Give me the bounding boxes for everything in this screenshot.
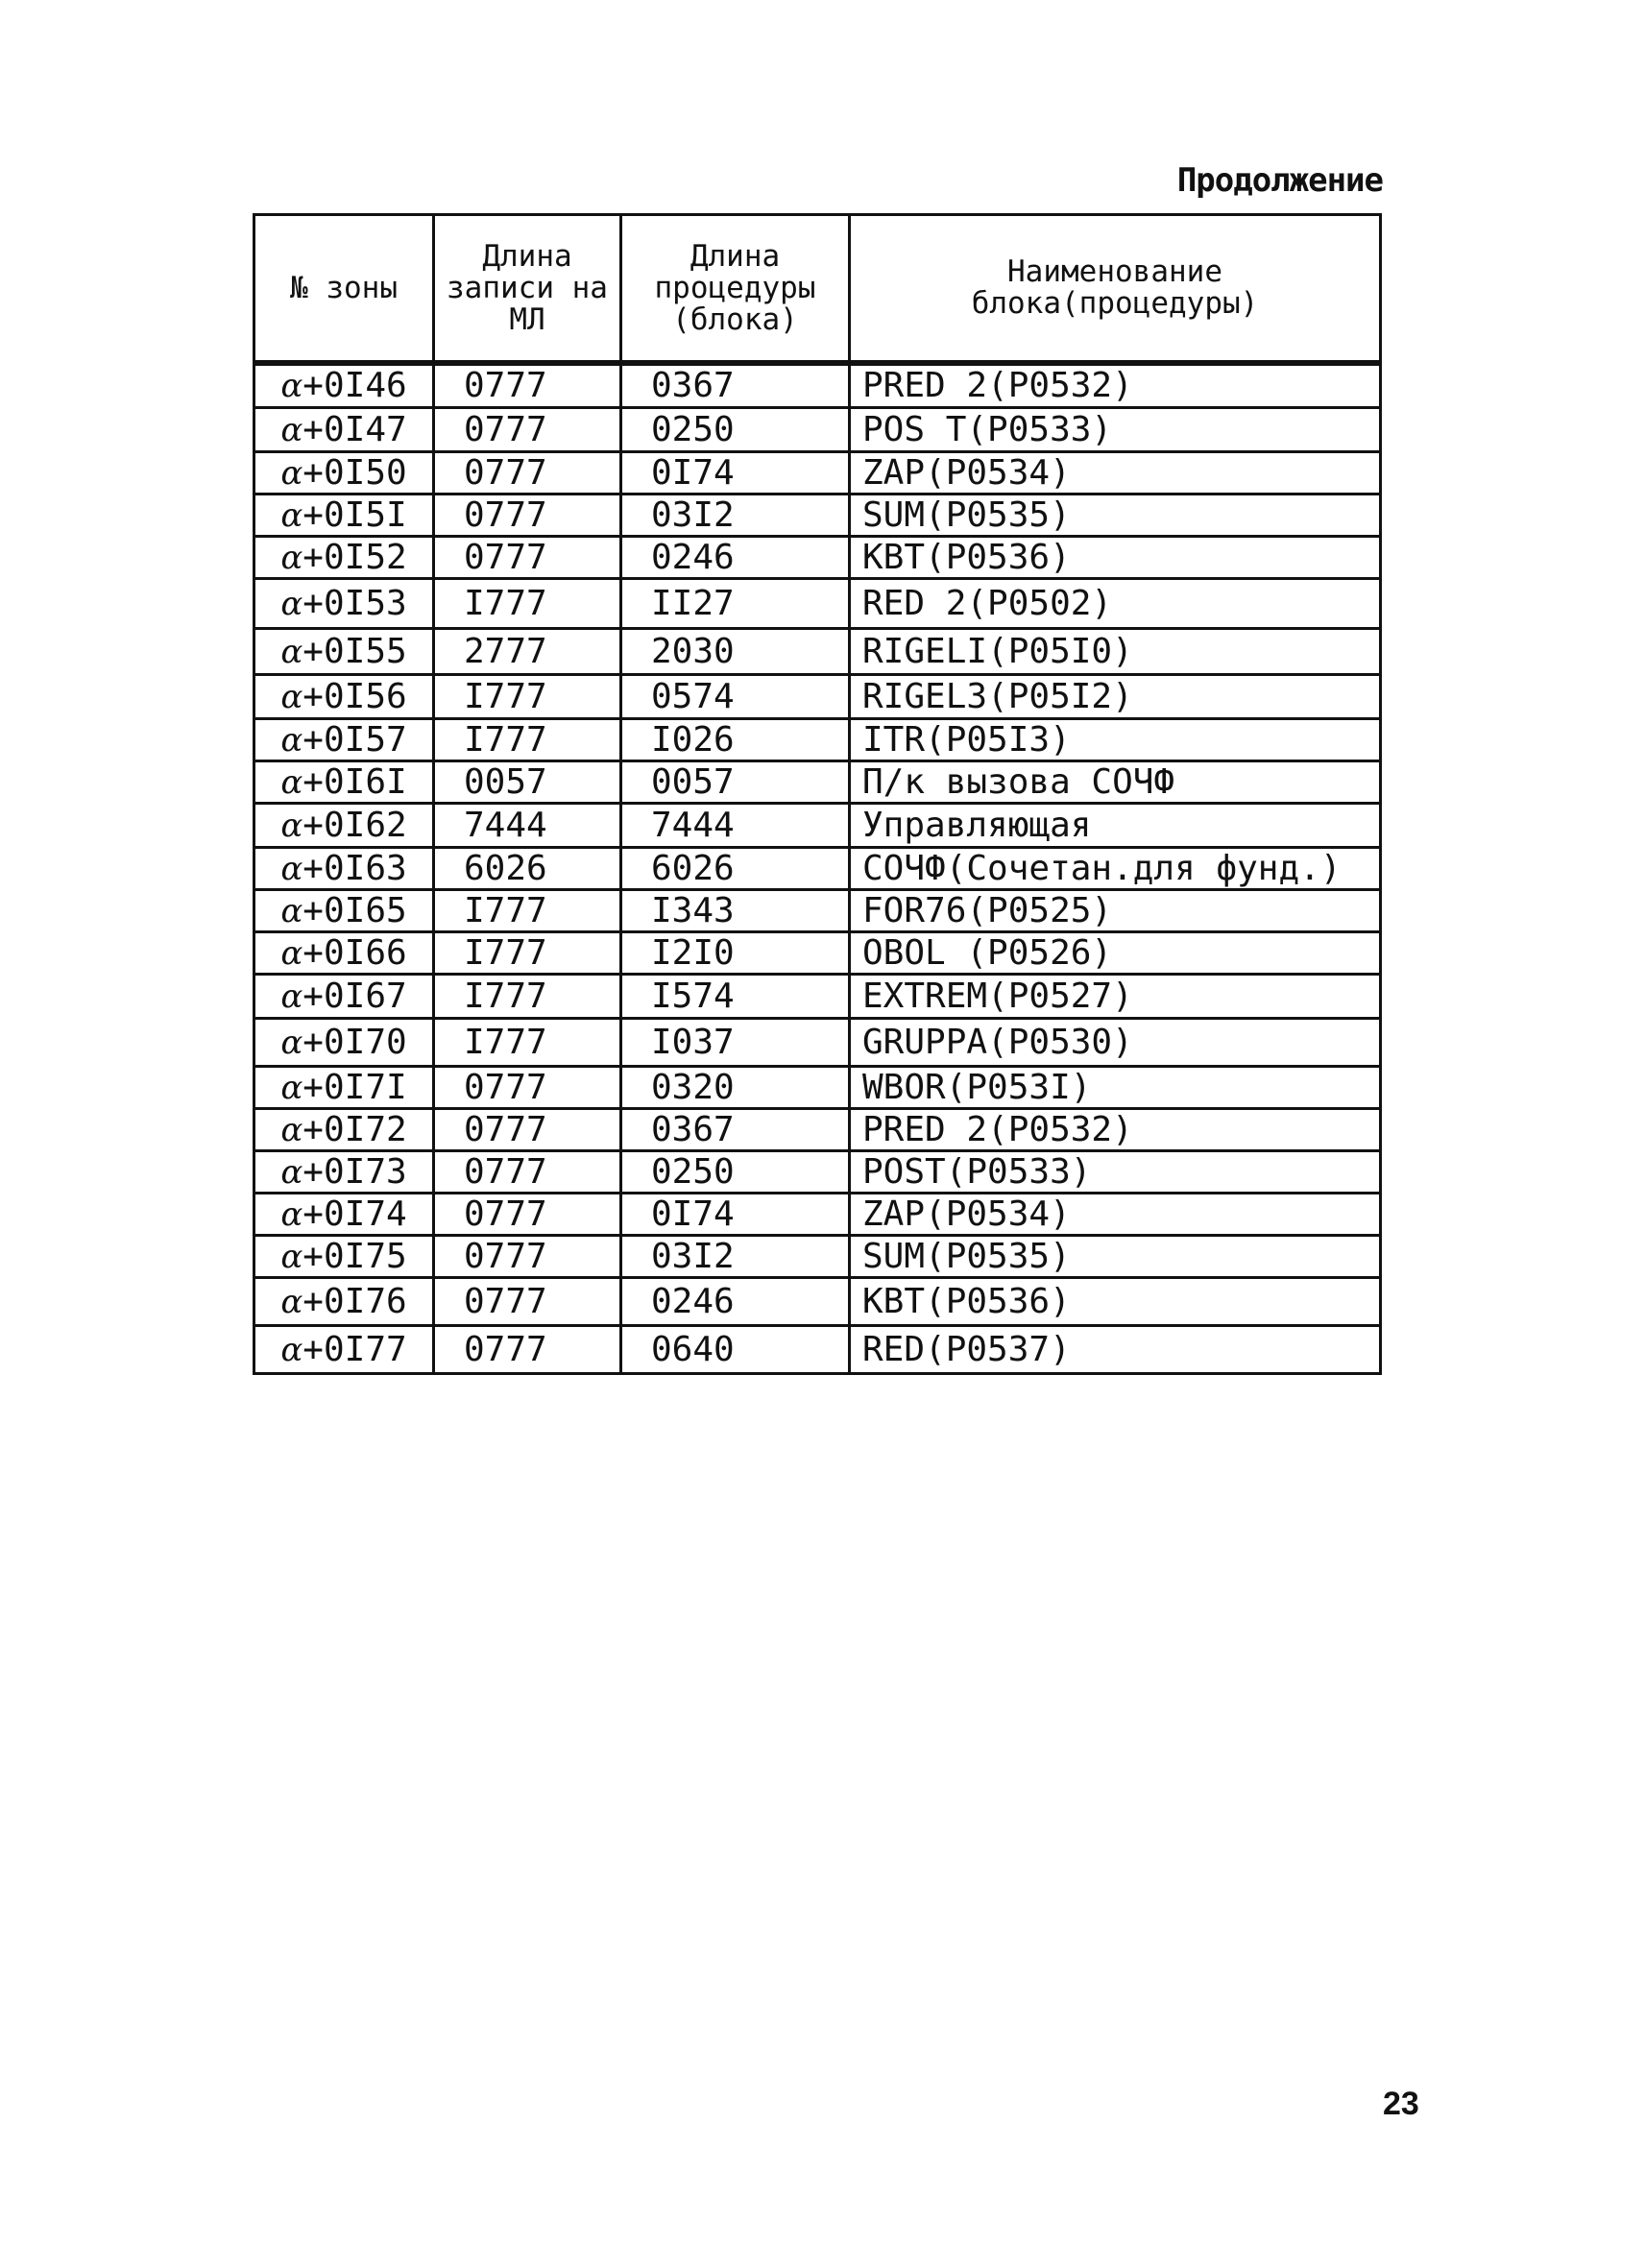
record-length-cell: 7444 — [434, 803, 621, 847]
procedure-length-cell: 0250 — [621, 1150, 850, 1193]
zone-number-cell — [254, 494, 434, 536]
zone-number: +0I75 — [302, 1236, 407, 1276]
zone-number-cell — [254, 1066, 434, 1108]
alpha-symbol: α — [280, 977, 303, 1016]
block-name-cell: SUM(P0535) — [850, 1235, 1381, 1277]
procedure-length-cell: 0I74 — [621, 1193, 850, 1235]
page-number: 23 — [1383, 2086, 1419, 2122]
block-name-cell: СОЧФ(Сочетан.для фунд.) — [850, 847, 1381, 889]
record-length-cell: I777 — [434, 718, 621, 760]
table-row — [254, 363, 1381, 407]
zone-number: +0I55 — [302, 631, 407, 671]
procedure-length-cell: I026 — [621, 718, 850, 760]
block-name-cell: GRUPPA(P0530) — [850, 1018, 1381, 1066]
procedure-length-cell: 0367 — [621, 1108, 850, 1150]
zone-number: +0I52 — [302, 537, 407, 577]
table-row — [254, 974, 1381, 1018]
zone-number: +0I70 — [302, 1022, 407, 1062]
procedure-length-cell: 0I74 — [621, 451, 850, 494]
procedure-length-cell: 0574 — [621, 674, 850, 718]
alpha-symbol: α — [280, 495, 303, 535]
alpha-symbol: α — [280, 1110, 303, 1149]
record-length-cell: 0777 — [434, 536, 621, 578]
alpha-symbol: α — [280, 1194, 303, 1234]
zone-number-cell — [254, 760, 434, 803]
procedure-length-cell: 0057 — [621, 760, 850, 803]
record-length-cell: 0777 — [434, 363, 621, 407]
alpha-symbol: α — [280, 1152, 303, 1192]
zone-number: +0I77 — [302, 1329, 407, 1369]
table-row — [254, 803, 1381, 847]
record-length-cell: I777 — [434, 578, 621, 628]
table-row — [254, 1150, 1381, 1193]
procedure-length-cell: I037 — [621, 1018, 850, 1066]
header-zone-number: № зоны — [254, 215, 434, 364]
alpha-symbol: α — [280, 538, 303, 577]
zone-number: +0I63 — [302, 848, 407, 888]
block-name-cell: Управляющая — [850, 803, 1381, 847]
block-name-cell: WBOR(P053I) — [850, 1066, 1381, 1108]
block-name-cell: PRED 2(P0532) — [850, 1108, 1381, 1150]
zone-number-cell — [254, 803, 434, 847]
block-name-cell: POST(P0533) — [850, 1150, 1381, 1193]
procedure-length-cell: 7444 — [621, 803, 850, 847]
table-header-row — [254, 215, 1381, 364]
record-length-cell: I777 — [434, 674, 621, 718]
header-block-name: Наименование блока(процедуры) — [850, 215, 1381, 364]
table-row — [254, 1277, 1381, 1325]
zone-number: +0I7I — [302, 1067, 407, 1107]
alpha-symbol: α — [280, 933, 303, 973]
header-record-length: Длина записи на МЛ — [434, 215, 621, 364]
table-row — [254, 1108, 1381, 1150]
table-row — [254, 628, 1381, 674]
zone-number-cell — [254, 974, 434, 1018]
zone-number-cell — [254, 931, 434, 974]
procedure-length-cell: I2I0 — [621, 931, 850, 974]
zone-number-cell — [254, 1325, 434, 1373]
alpha-symbol: α — [280, 1237, 303, 1276]
zones-table — [253, 213, 1382, 1375]
record-length-cell: I777 — [434, 974, 621, 1018]
alpha-symbol: α — [280, 1023, 303, 1062]
procedure-length-cell: 0640 — [621, 1325, 850, 1373]
record-length-cell: 6026 — [434, 847, 621, 889]
block-name-cell: ZAP(P0534) — [850, 451, 1381, 494]
zone-number: +0I67 — [302, 976, 407, 1016]
block-name-cell: OBOL (P0526) — [850, 931, 1381, 974]
alpha-symbol: α — [280, 632, 303, 671]
zone-number-cell — [254, 718, 434, 760]
zone-number-cell — [254, 847, 434, 889]
table-row — [254, 1325, 1381, 1373]
zone-number: +0I5I — [302, 495, 407, 535]
table-body — [254, 363, 1381, 1373]
table-row — [254, 889, 1381, 931]
record-length-cell: 0777 — [434, 494, 621, 536]
block-name-cell: ITR(P05I3) — [850, 718, 1381, 760]
zone-number-cell — [254, 628, 434, 674]
zone-number-cell — [254, 451, 434, 494]
zone-number: +0I56 — [302, 676, 407, 716]
continuation-heading: Продолжение — [1176, 161, 1383, 200]
header-procedure-length: Длина процедуры (блока) — [621, 215, 850, 364]
zone-number-cell — [254, 363, 434, 407]
block-name-cell: RIGELI(P05I0) — [850, 628, 1381, 674]
block-name-cell: ZAP(P0534) — [850, 1193, 1381, 1235]
zone-number-cell — [254, 889, 434, 931]
block-name-cell: RED 2(P0502) — [850, 578, 1381, 628]
record-length-cell: 0777 — [434, 1108, 621, 1150]
block-name-cell: KBT(P0536) — [850, 1277, 1381, 1325]
record-length-cell: I777 — [434, 931, 621, 974]
table-row — [254, 494, 1381, 536]
zone-number-cell — [254, 674, 434, 718]
procedure-length-cell: 03I2 — [621, 1235, 850, 1277]
zone-number: +0I47 — [302, 409, 407, 449]
alpha-symbol: α — [280, 584, 303, 623]
block-name-cell: KBT(P0536) — [850, 536, 1381, 578]
alpha-symbol: α — [280, 453, 303, 493]
table-row — [254, 847, 1381, 889]
procedure-length-cell: 0246 — [621, 536, 850, 578]
alpha-symbol: α — [280, 410, 303, 449]
zone-number-cell — [254, 1150, 434, 1193]
zone-number-cell — [254, 536, 434, 578]
zone-number: +0I66 — [302, 932, 407, 973]
record-length-cell: 0057 — [434, 760, 621, 803]
table-row — [254, 578, 1381, 628]
alpha-symbol: α — [280, 1282, 303, 1321]
block-name-cell: POS T(P0533) — [850, 407, 1381, 451]
block-name-cell: PRED 2(P0532) — [850, 363, 1381, 407]
table-row — [254, 1235, 1381, 1277]
record-length-cell: 0777 — [434, 1066, 621, 1108]
alpha-symbol: α — [280, 849, 303, 888]
procedure-length-cell: 6026 — [621, 847, 850, 889]
record-length-cell: 0777 — [434, 1235, 621, 1277]
zone-number-cell — [254, 407, 434, 451]
zone-number: +0I72 — [302, 1109, 407, 1149]
zone-number: +0I46 — [302, 366, 407, 406]
record-length-cell: I777 — [434, 889, 621, 931]
zone-number: +0I73 — [302, 1151, 407, 1192]
zone-number: +0I76 — [302, 1281, 407, 1321]
zone-number-cell — [254, 1277, 434, 1325]
table-row — [254, 536, 1381, 578]
block-name-cell: П/к вызова СОЧФ — [850, 760, 1381, 803]
table-row — [254, 718, 1381, 760]
alpha-symbol: α — [280, 1330, 303, 1369]
procedure-length-cell: 2030 — [621, 628, 850, 674]
table-row — [254, 451, 1381, 494]
alpha-symbol: α — [280, 762, 303, 802]
zone-number-cell — [254, 578, 434, 628]
record-length-cell: 0777 — [434, 1325, 621, 1373]
alpha-symbol: α — [280, 891, 303, 930]
procedure-length-cell: I343 — [621, 889, 850, 931]
zone-number-cell — [254, 1018, 434, 1066]
zone-number: +0I53 — [302, 583, 407, 623]
zone-number-cell — [254, 1108, 434, 1150]
record-length-cell: 2777 — [434, 628, 621, 674]
block-name-cell: SUM(P0535) — [850, 494, 1381, 536]
block-name-cell: EXTREM(P0527) — [850, 974, 1381, 1018]
zone-number-cell — [254, 1235, 434, 1277]
block-name-cell: FOR76(P0525) — [850, 889, 1381, 931]
zone-number: +0I74 — [302, 1194, 407, 1234]
alpha-symbol: α — [280, 1068, 303, 1107]
alpha-symbol: α — [280, 367, 303, 406]
table-row — [254, 407, 1381, 451]
procedure-length-cell: 0250 — [621, 407, 850, 451]
table-row — [254, 1066, 1381, 1108]
block-name-cell: RED(P0537) — [850, 1325, 1381, 1373]
zone-number: +0I62 — [302, 805, 407, 845]
procedure-length-cell: II27 — [621, 578, 850, 628]
zone-number: +0I65 — [302, 890, 407, 930]
record-length-cell: 0777 — [434, 451, 621, 494]
table-row — [254, 760, 1381, 803]
record-length-cell: 0777 — [434, 1277, 621, 1325]
procedure-length-cell: 0367 — [621, 363, 850, 407]
record-length-cell: 0777 — [434, 407, 621, 451]
procedure-length-cell: I574 — [621, 974, 850, 1018]
procedure-length-cell: 03I2 — [621, 494, 850, 536]
zone-number: +0I57 — [302, 719, 407, 760]
procedure-length-cell: 0320 — [621, 1066, 850, 1108]
procedure-length-cell: 0246 — [621, 1277, 850, 1325]
table-row — [254, 931, 1381, 974]
alpha-symbol: α — [280, 720, 303, 760]
record-length-cell: 0777 — [434, 1150, 621, 1193]
block-name-cell: RIGEL3(P05I2) — [850, 674, 1381, 718]
record-length-cell: I777 — [434, 1018, 621, 1066]
alpha-symbol: α — [280, 677, 303, 716]
zone-number: +0I6I — [302, 761, 407, 802]
alpha-symbol: α — [280, 806, 303, 845]
zone-number: +0I50 — [302, 452, 407, 493]
zone-number-cell — [254, 1193, 434, 1235]
record-length-cell: 0777 — [434, 1193, 621, 1235]
table-row — [254, 1193, 1381, 1235]
table-row — [254, 674, 1381, 718]
table-row — [254, 1018, 1381, 1066]
